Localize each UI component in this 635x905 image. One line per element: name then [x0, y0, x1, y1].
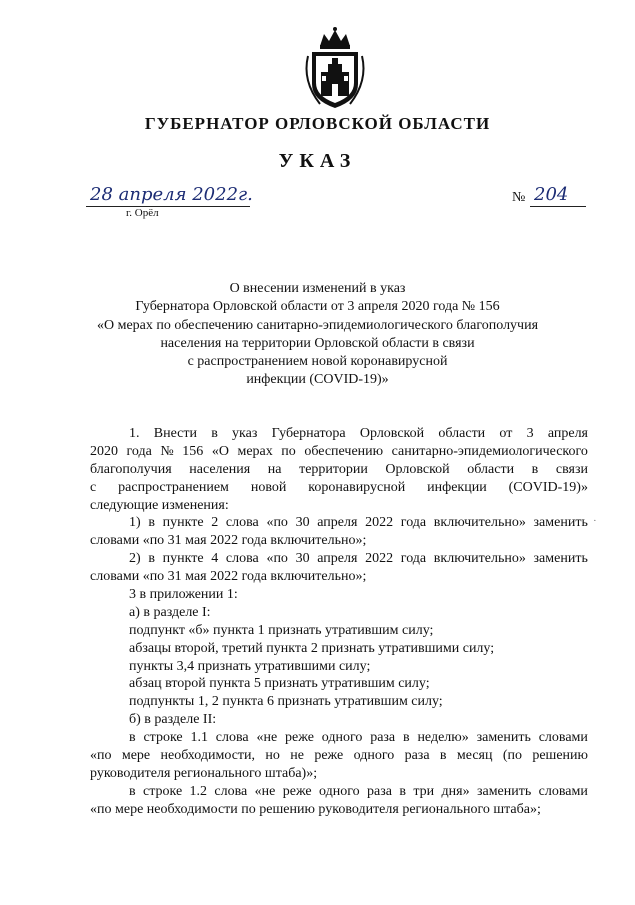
- word: одного: [353, 748, 395, 764]
- body-line: [90, 479, 588, 497]
- word: в: [531, 461, 539, 477]
- word: года: [126, 443, 152, 459]
- word: от: [499, 426, 513, 441]
- coat-of-arms-icon: [298, 26, 372, 110]
- word: неделю»: [417, 730, 469, 746]
- word: строке: [143, 730, 183, 746]
- word: апреля: [547, 426, 588, 441]
- word: три: [413, 783, 435, 799]
- body-line: [90, 729, 588, 747]
- word: «по: [266, 551, 288, 567]
- word: реже: [285, 730, 314, 746]
- word: 2022: [365, 551, 394, 567]
- word: 1.: [129, 426, 140, 441]
- word: необходимости,: [160, 748, 256, 764]
- word: мере: [121, 748, 151, 764]
- word: 30: [295, 515, 310, 531]
- word: заменить: [533, 551, 588, 567]
- word: «не: [254, 783, 276, 799]
- word: области: [438, 426, 486, 441]
- word: «по: [90, 748, 112, 764]
- body-line: [90, 461, 588, 479]
- word: «О: [211, 443, 229, 459]
- word: раза: [367, 783, 392, 799]
- word: №: [160, 443, 174, 459]
- word: апреля: [317, 515, 358, 531]
- word: включительно»: [433, 551, 526, 567]
- body-line: руководителя регионального штаба)»;: [90, 765, 318, 781]
- word: года: [400, 551, 427, 567]
- word: коронавирусной: [308, 479, 406, 495]
- word: распространением: [118, 479, 229, 495]
- number-underline: [530, 206, 586, 207]
- word: включительно»: [433, 515, 526, 531]
- word: решению: [532, 748, 588, 764]
- word: 1): [129, 515, 141, 531]
- word: слова: [225, 551, 259, 567]
- word: инфекции: [427, 479, 487, 495]
- word: реже: [314, 748, 344, 764]
- body-line: словами «по 31 мая 2022 года включительно»;: [90, 533, 367, 549]
- word: Орловской: [359, 426, 425, 441]
- word: в: [129, 730, 136, 746]
- word: апреля: [317, 551, 358, 567]
- word: области: [467, 461, 515, 477]
- word: одного: [321, 730, 363, 746]
- word: но: [265, 748, 280, 764]
- body-line: следующие изменения:: [90, 497, 229, 513]
- body-line: абзацы второй, третий пункта 2 признать утратившими силу;: [129, 640, 495, 656]
- handwritten-number: 204: [534, 184, 569, 205]
- word: по: [281, 443, 296, 459]
- word: (по: [502, 748, 522, 764]
- body-line: абзац второй пункта 5 признать утратившим силу;: [129, 676, 430, 692]
- word: в: [148, 515, 155, 531]
- handwritten-date: 28 апреля 2022г.: [90, 184, 253, 205]
- word: пункте: [162, 515, 204, 531]
- word: словами: [538, 730, 588, 746]
- word: одного: [319, 783, 360, 799]
- word: (COVID-19)»: [508, 479, 588, 495]
- body-line: «по мере необходимости по решению руководителя регионального штаба»;: [90, 801, 541, 817]
- body-line: [90, 550, 588, 568]
- body-line: 3 в приложении 1:: [129, 587, 238, 603]
- body-line: пункты 3,4 признать утратившими силу;: [129, 658, 371, 674]
- word: 2020: [90, 443, 118, 459]
- word: слова: [214, 783, 248, 799]
- word: заменить: [476, 730, 531, 746]
- word: года: [400, 515, 427, 531]
- date-underline: [86, 206, 250, 207]
- word: в: [148, 551, 155, 567]
- word: связи: [555, 461, 588, 477]
- word: 1.1: [190, 730, 208, 746]
- word: слова: [215, 730, 249, 746]
- word: 3: [526, 426, 534, 441]
- document-body: [90, 425, 588, 819]
- word: 30: [295, 551, 310, 567]
- word: Губернатора: [271, 426, 346, 441]
- word: на: [267, 461, 282, 477]
- title-line: населения на территории Орловской области в связи: [160, 335, 475, 351]
- word: заменить: [476, 783, 532, 799]
- body-line: [90, 783, 588, 801]
- word: 2: [211, 515, 219, 531]
- body-line: б) в разделе II:: [129, 712, 217, 728]
- word: 2): [129, 551, 141, 567]
- word: месяц: [456, 748, 493, 764]
- word: не: [290, 748, 304, 764]
- body-line: словами «по 31 мая 2022 года включительно»;: [90, 569, 367, 585]
- word: в: [399, 783, 406, 799]
- word: новой: [250, 479, 287, 495]
- title-line: инфекции (COVID-19)»: [246, 372, 389, 388]
- word: раза: [370, 730, 396, 746]
- city-label: г. Орёл: [126, 207, 159, 219]
- word: в: [211, 426, 218, 441]
- word: раза: [404, 748, 430, 764]
- word: «не: [256, 730, 278, 746]
- document-type: УКАЗ: [278, 150, 357, 172]
- body-line: [90, 443, 588, 461]
- word: заменить: [533, 515, 588, 531]
- word: слова: [225, 515, 259, 531]
- body-line: а) в разделе I:: [129, 604, 211, 620]
- body-line: подпункты 1, 2 пункта 6 признать утратившим силу;: [129, 694, 443, 710]
- document-title: [0, 280, 635, 390]
- word: в: [439, 748, 447, 764]
- word: санитарно-эпидемиологического: [391, 443, 588, 459]
- word: дня»: [441, 783, 470, 799]
- title-line: «О мерах по обеспечению санитарно-эпидемиологического благополучия: [96, 317, 539, 333]
- word: словами: [538, 783, 588, 799]
- body-line: [90, 425, 588, 443]
- word: 156: [182, 443, 204, 459]
- title-line: с распространением новой коронавирусной: [187, 354, 448, 370]
- body-line: [90, 747, 588, 765]
- word: строке: [143, 783, 183, 799]
- word: в: [129, 783, 136, 799]
- title-line: О внесении изменений в указ: [229, 281, 406, 296]
- word: «по: [266, 515, 288, 531]
- word: пункте: [162, 551, 204, 567]
- word: Орловской: [385, 461, 450, 477]
- word: указ: [232, 426, 258, 441]
- issuing-authority: ГУБЕРНАТОР ОРЛОВСКОЙ ОБЛАСТИ: [144, 114, 491, 133]
- word: территории: [299, 461, 368, 477]
- word: 2022: [365, 515, 394, 531]
- word: 4: [211, 551, 219, 567]
- word: населения: [189, 461, 251, 477]
- word: 1.2: [189, 783, 208, 799]
- body-line: [90, 514, 588, 532]
- body-line: подпункт «б» пункта 1 признать утратившим силу;: [129, 622, 434, 638]
- word: обеспечению: [304, 443, 384, 459]
- number-sign: №: [512, 190, 526, 205]
- word: благополучия: [90, 461, 172, 477]
- word: мерах: [237, 443, 273, 459]
- word: в: [402, 730, 410, 746]
- word: с: [90, 479, 97, 495]
- title-line: Губернатора Орловской области от 3 апреля 2020 года № 156: [135, 299, 500, 315]
- word: реже: [282, 783, 312, 799]
- word: Внести: [153, 426, 197, 441]
- margin-mark: ·: [593, 515, 597, 527]
